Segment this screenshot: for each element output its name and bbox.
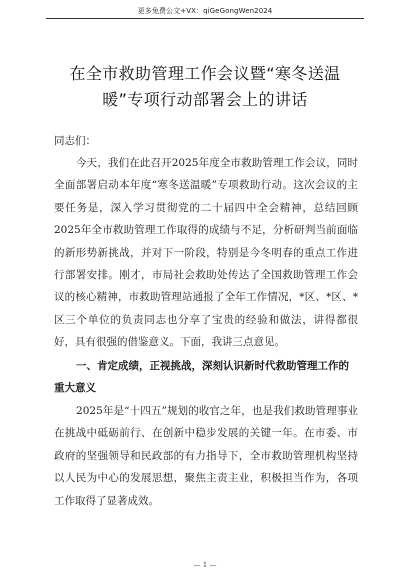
body-paragraph: 2025年是“十四五”规划的收官之年，也是我们救助管理事业在挑战中砥砺前行、在创新中稳步发展的关键一年。在市委、市政府的坚强领导和民政部的有力指导下，全市救助管理机构坚持以人民为中心的发展思想，聚焦主责主业，积极担当作为，各项工作取得了显著成效。 bbox=[54, 405, 358, 507]
header-divider bbox=[46, 18, 364, 19]
section-heading: 一、肯定成绩，正视挑战，深刻认识新时代救助管理工作的重大意义 bbox=[54, 360, 350, 394]
salutation: 同志们： bbox=[54, 135, 96, 147]
document-title: 在全市救助管理工作会议暨“寒冬送温暖”专项行动部署会上的讲话 bbox=[69, 63, 341, 109]
body-paragraph: 今天，我们在此召开2025年度全市救助管理工作会议，同时全面部署启动本年度“寒冬送温暖”专项救助行动。这次会议的主要任务是，深入学习贯彻党的二十届四中全会精神，总结回顾2025年全市救助管理工作取得的成绩与不足，分析研判当前面临的新形势新挑战，并对下一阶段，特别是今冬明春的重点工作进行部署安排。刚才，市局社会救助处传达了全国救助管理工作会议的核心精神，市救助管理站通报了全年工作情况，*区、*区、*区三个单位的负责同志也分享了宝贵的经验和做法，讲得都很好，具有很强的借鉴意义。下面，我讲三点意见。 bbox=[54, 157, 358, 349]
page-number: — 1 — bbox=[193, 561, 217, 569]
header-note: 更多免费公文+VX：qiGeGongWen2024 bbox=[137, 7, 273, 15]
